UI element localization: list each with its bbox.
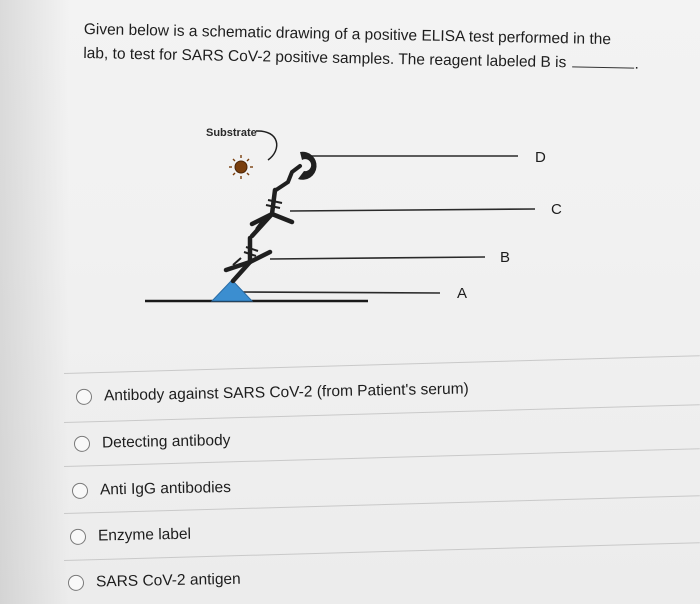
option-1[interactable] [76, 380, 469, 406]
substrate-label: Substrate [206, 127, 257, 139]
option-2-label: Detecting antibody [101, 431, 231, 452]
option-1-label: Antibody against SARS CoV-2 (from Patient's serum) [103, 380, 469, 405]
divider [64, 542, 700, 561]
radio-button[interactable] [72, 483, 88, 499]
question-line-2: lab, to test for SARS CoV-2 positive samples. The reagent labeled B is . [83, 44, 640, 73]
option-3[interactable] [72, 479, 231, 500]
divider [64, 404, 700, 423]
label-d: D [535, 149, 546, 166]
option-2[interactable] [74, 432, 231, 453]
question-line-2-text: lab, to test for SARS CoV-2 positive samples. The reagent labeled B is [83, 44, 567, 72]
divider [64, 355, 700, 374]
option-4-label: Enzyme label [97, 525, 192, 545]
label-a: A [457, 285, 468, 302]
option-5-label: SARS CoV-2 antigen [95, 570, 241, 591]
radio-button[interactable] [74, 436, 90, 452]
option-3-label: Anti IgG antibodies [99, 478, 232, 499]
option-4[interactable] [70, 526, 191, 546]
question-line-1: Given below is a schematic drawing of a positive ELISA test performed in the [83, 20, 612, 49]
radio-button[interactable] [76, 389, 92, 405]
label-b: B [500, 249, 511, 266]
radio-button[interactable] [68, 575, 84, 591]
radio-button[interactable] [70, 529, 86, 545]
label-c: C [551, 201, 562, 218]
option-5[interactable] [68, 571, 241, 592]
